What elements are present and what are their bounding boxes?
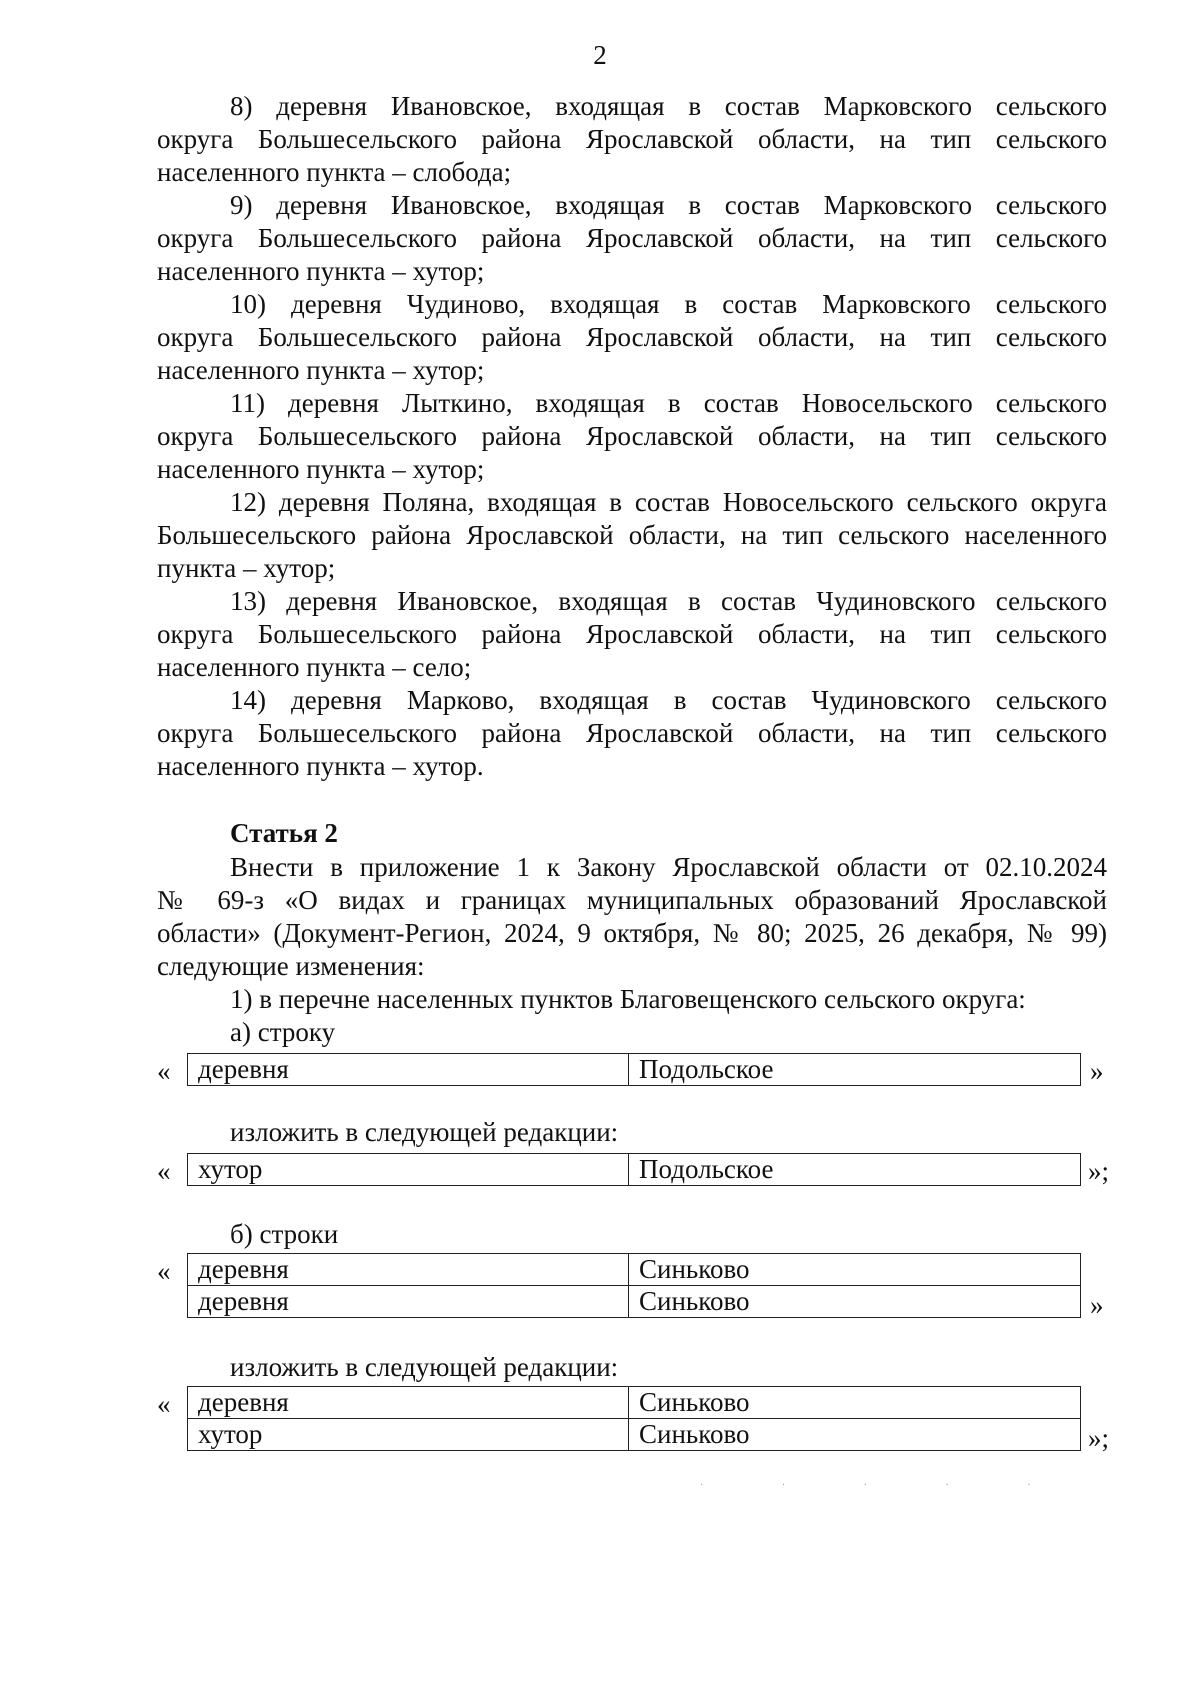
table-cell: деревня: [188, 1286, 629, 1318]
table-cell: Подольское: [629, 1154, 1081, 1186]
item-line: населенного пункта – хутор;: [157, 454, 485, 484]
table-cell: Синьково: [629, 1419, 1081, 1451]
list-item: [157, 387, 1107, 486]
page-number: 2: [593, 40, 607, 70]
item-line: 8) деревня Ивановское, входящая в состав Марковского сельского: [230, 91, 1107, 121]
item-line: округа Большесельского района Ярославской области, на тип сельского: [157, 322, 1107, 352]
item-line: населенного пункта – село;: [157, 652, 472, 682]
table-row: [188, 1387, 1081, 1419]
label-b: б) строки: [230, 1219, 339, 1249]
list-item: [157, 288, 1107, 387]
article-intro: [157, 851, 1107, 983]
item-line: округа Большесельского района Ярославской области, на тип сельского: [157, 421, 1107, 451]
table-row: [188, 1254, 1081, 1286]
table-cell: хутор: [188, 1154, 629, 1186]
item-line: 12) деревня Поляна, входящая в состав Новосельского сельского округа: [230, 487, 1107, 517]
restate-label: изложить в следующей редакции:: [230, 1352, 619, 1382]
table-cell: Синьково: [629, 1387, 1081, 1419]
table-a-old: [187, 1053, 1081, 1086]
table-cell: деревня: [188, 1387, 629, 1419]
table-row: [188, 1286, 1081, 1318]
list-item: [157, 684, 1107, 783]
item-line: 13) деревня Ивановское, входящая в состав Чудиновского сельского: [230, 586, 1107, 616]
quote-close-semicolon: »;: [1088, 1423, 1110, 1453]
quote-open: «: [157, 1256, 171, 1286]
quote-close-semicolon: »;: [1088, 1156, 1110, 1186]
item-line: округа Большесельского района Ярославской области, на тип сельского: [157, 718, 1107, 748]
table-cell: Подольское: [629, 1054, 1081, 1086]
restate-label: изложить в следующей редакции:: [230, 1117, 619, 1147]
intro-line: № 69-з «О видах и границах муниципальных образований Ярославской: [157, 885, 1107, 915]
table-b-new: [187, 1386, 1081, 1451]
list-item: [157, 90, 1107, 189]
scan-specks: · · · · ·: [700, 1480, 1069, 1491]
table-row: [188, 1419, 1081, 1451]
item-line: населенного пункта – хутор;: [157, 355, 485, 385]
item-line: населенного пункта – хутор.: [157, 751, 484, 781]
item-line: 11) деревня Лыткино, входящая в состав Новосельского сельского: [230, 388, 1107, 418]
table-cell: Синьково: [629, 1286, 1081, 1318]
label-a: а) строку: [230, 1017, 336, 1047]
item-line: округа Большесельского района Ярославской области, на тип сельского: [157, 223, 1107, 253]
item-line: населенного пункта – хутор;: [157, 256, 485, 286]
list-item: [157, 189, 1107, 288]
list-item: [157, 486, 1107, 585]
table-cell: деревня: [188, 1054, 629, 1086]
intro-line: следующие изменения:: [157, 951, 425, 981]
quote-open: «: [157, 1156, 171, 1186]
item-line: округа Большесельского района Ярославской области, на тип сельского: [157, 124, 1107, 154]
intro-line: области» (Документ-Регион, 2024, 9 октября, № 80; 2025, 26 декабря, № 99): [157, 918, 1107, 948]
item-line: пункта – хутор;: [157, 553, 336, 583]
item-line: 14) деревня Марково, входящая в состав Чудиновского сельского: [230, 685, 1107, 715]
list-item: [157, 585, 1107, 684]
item-line: населенного пункта – слобода;: [157, 157, 512, 187]
table-cell: хутор: [188, 1419, 629, 1451]
table-cell: Синьково: [629, 1254, 1081, 1286]
item-line: округа Большесельского района Ярославской области, на тип сельского: [157, 619, 1107, 649]
item-line: 9) деревня Ивановское, входящая в состав Марковского сельского: [230, 190, 1107, 220]
table-cell: деревня: [188, 1254, 629, 1286]
table-row: [188, 1054, 1081, 1086]
quote-open: «: [157, 1056, 171, 1086]
quote-close: »: [1090, 1056, 1104, 1086]
table-row: [188, 1154, 1081, 1186]
item-line: Большесельского района Ярославской области, на тип сельского населенного: [157, 520, 1107, 550]
intro-line: Внести в приложение 1 к Закону Ярославской области от 02.10.2024: [230, 852, 1107, 882]
item-line: 10) деревня Чудиново, входящая в состав Марковского сельского: [230, 289, 1107, 319]
quote-open: «: [157, 1389, 171, 1419]
table-b-old: [187, 1253, 1081, 1318]
quote-close: »: [1090, 1290, 1104, 1320]
table-a-new: [187, 1153, 1081, 1186]
subitem-text: 1) в перечне населенных пунктов Благовещенского сельского округа:: [230, 984, 1026, 1014]
article-heading: Статья 2: [230, 818, 338, 848]
